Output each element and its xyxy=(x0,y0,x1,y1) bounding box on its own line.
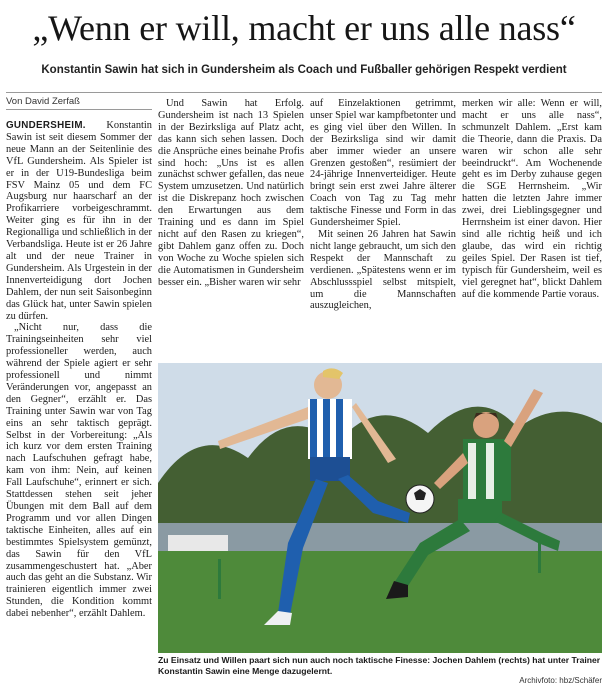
football-duel-illustration xyxy=(158,363,602,653)
article-column-4 xyxy=(462,98,602,300)
paragraph: merken wir alle: Wenn er will, macht er uns alle nass“, schmunzelt Dahlem. „Erst kam die Theorie, dann die Praxis. Da waren wir schon alle sehr beeindruckt“. Am Wochenende geht es im Derby zuhause gegen die SGE Herrnsheim. „Wir hatten die letzten Jahre immer zwei, drei Lieblingsgegner und Herrnsheim ist einer davon. Hier sind alle richtig heiß und ich glaube, das wird ein richtig geiles Spiel. Der Rasen ist tief, typisch für Gundersheim, weil es viel geregnet hat“, blickt Dahlem auf die kommende Partie voraus. xyxy=(462,98,602,300)
article-column-3 xyxy=(310,98,456,312)
background-player xyxy=(538,539,541,573)
subheadline: Konstantin Sawin hat sich in Gundersheim als Coach und Fußballer gehörigen Respekt verdient xyxy=(41,64,567,76)
photo-credit: Archivfoto: hbz/Schäfer xyxy=(519,676,602,685)
article-column-1 xyxy=(6,120,152,620)
photo-caption: Zu Einsatz und Willen paart sich nun auch noch taktische Finesse: Jochen Dahlem (rechts) hat unter Trainer Konstantin Sawin eine Menge dazugelernt. xyxy=(158,655,601,676)
headline: „Wenn er will, macht er uns alle nass“ xyxy=(32,8,576,48)
pitch xyxy=(158,551,602,653)
divider xyxy=(6,92,602,93)
paragraph: GUNDERSHEIM. Konstantin Sawin ist seit diesem Sommer der neue Mann an der Seitenlinie des VfL Gundersheim. Als Spieler ist er in der U19-Bundesliga beim FSV Mainz 05 und dem FC Augsburg nur haarscharf an der Profikarriere vorbeigeschrammt. Weiter ging es für ihn in der Regionalliga und schließlich in der Verbandsliga. Heute ist er 26 Jahre alt und der neue Trainer in Gundersheim. Als Urgestein in der Innenverteidigung dort Jochen Dahlem, der nun seit Saisonbeginn das Glück hat, unter Sawin spielen zu dürfen. xyxy=(6,120,152,322)
match-photo xyxy=(158,363,602,653)
paragraph: „Nicht nur, dass die Trainingseinheiten sehr viel professioneller werden, auch während der Spiele agiert er sehr professionell und nimmt Veränderungen vor, angepasst an den Gegner“, erzählt er. Das Training unter Sawin war von Tag eins an sehr taktisch geprägt. Selbst in der Vorbereitung: „Als ich kurz vor dem ersten Training nach Laufschuhen gefragt habe, kam von ihm: Nein, auf keinen Fall Laufschuhe“, erinnert er sich. Stattdessen stehen seit jeher Übungen mit dem Ball auf dem Programm und vor allen Dingen taktische Einheiten, alles auf ein bestimmtes Spielsystem gemünzt, das Sawin für den VfL zusammengeschustert hat. „Aber auch das geht an die Substanz. Wir trainieren eigentlich immer zwei Stunden, die Kondition kommt dabei nebenher“, erzählt Dahlem. xyxy=(6,322,152,620)
paragraph: Mit seinen 26 Jahren hat Sawin nicht lange gebraucht, um sich den Respekt der Mannschaft zu verdienen. „Spätestens wenn er im Abschlussspiel selbst mitspielt, um die Mannschaften auszugleichen, xyxy=(310,228,456,312)
paragraph: auf Einzelaktionen getrimmt, unser Spiel war kampfbetonter und es ging viel über den Willen. In der Bezirksliga sind wir damit aber immer wieder an unsere Grenzen gestoßen“, resümiert der 24-jährige Innenverteidiger. Heute bringt sein erst zwei Jahre älterer Coach von Tag zu Tag mehr taktische Finesse und Form in das Gundersheimer Spiel. xyxy=(310,98,457,229)
ad-board xyxy=(168,535,228,553)
paragraph: Und Sawin hat Erfolg. Gundersheim ist nach 13 Spielen in der Bezirksliga auf Platz acht, das kann sich sehen lassen. Doch die Ansprüche eines beinahe Profis sind hoch: „Uns ist es allen zunächst schwer gefallen, das neue System umzusetzen. Und natürlich ist die Diskrepanz hoch zwischen den Erwartungen aus dem Training und es dann im Spiel nicht auf den Rasen zu kriegen“, gibt Dahlem ganz offen zu. Doch von Woche zu Woche spielen sich die Automatismen in Gundersheim besser ein. „Bisher waren wir sehr xyxy=(158,98,305,288)
background-player xyxy=(218,559,221,599)
article-column-2 xyxy=(158,98,304,289)
dateline: GUNDERSHEIM. xyxy=(6,120,86,131)
author-byline: Von David Zerfaß xyxy=(6,96,152,110)
